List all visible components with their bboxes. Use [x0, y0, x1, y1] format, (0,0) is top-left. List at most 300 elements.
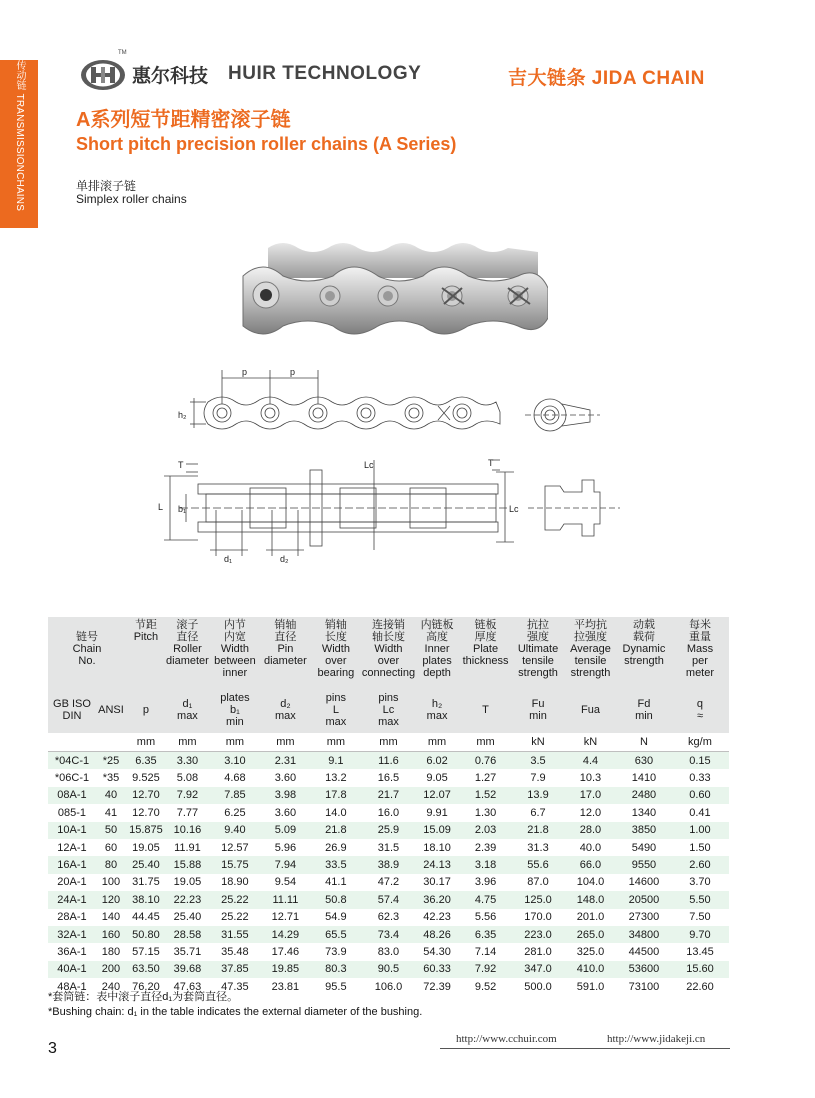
table-cell: 31.55	[209, 926, 261, 943]
table-row	[48, 804, 729, 821]
table-cell: 14.0	[310, 804, 362, 821]
table-cell: 0.60	[671, 787, 729, 804]
table-cell: 31.75	[126, 874, 166, 891]
table-cell: 47.63	[166, 978, 209, 995]
table-cell: 1.30	[459, 804, 512, 821]
table-cell: 9.91	[415, 804, 459, 821]
table-cell: 16.0	[362, 804, 415, 821]
table-cell: 40	[96, 787, 126, 804]
table-row	[48, 909, 729, 926]
table-cell: 73.9	[310, 943, 362, 960]
header-6-unit: mm	[362, 733, 415, 752]
table-cell: 18.10	[415, 839, 459, 856]
header-8-unit: mm	[459, 733, 512, 752]
table-cell: 6.02	[415, 752, 459, 770]
table-cell: 20A-1	[48, 874, 96, 891]
table-cell: 19.05	[126, 839, 166, 856]
table-cell: 76.20	[126, 978, 166, 995]
table-cell: 40.0	[564, 839, 617, 856]
header-en: Roller diameter	[166, 643, 209, 667]
header-5-names	[310, 617, 362, 687]
table-cell: 44500	[617, 943, 671, 960]
header-7-symbol: h₂ max	[415, 687, 459, 733]
header-cn: 节距	[134, 619, 157, 631]
table-cell: 19.05	[166, 874, 209, 891]
table-cell: 11.11	[261, 891, 310, 908]
header-11-names	[617, 617, 671, 687]
table-cell: 28.0	[564, 822, 617, 839]
table-cell: 5.96	[261, 839, 310, 856]
table-cell: 16.5	[362, 769, 415, 786]
table-cell: 1410	[617, 769, 671, 786]
table-cell: 9.52	[459, 978, 512, 995]
table-cell: 9550	[617, 856, 671, 873]
table-cell: 28A-1	[48, 909, 96, 926]
header-3-symbol: plates b₁ min	[209, 687, 261, 733]
header-9-unit: kN	[512, 733, 564, 752]
table-cell: 23.81	[261, 978, 310, 995]
table-cell: 35.48	[209, 943, 261, 960]
header-en: Width over connecting	[361, 643, 416, 679]
table-cell: 9.40	[209, 822, 261, 839]
table-cell: 80.3	[310, 961, 362, 978]
header-cn: 平均抗 拉强度	[573, 619, 607, 643]
header-2-symbol: d₁ max	[166, 687, 209, 733]
table-cell: 11.6	[362, 752, 415, 770]
page-title-en: Short pitch precision roller chains (A Series)	[76, 134, 457, 154]
table-cell: 125.0	[512, 891, 564, 908]
table-cell: 14.29	[261, 926, 310, 943]
label-h2: h₂	[178, 410, 187, 420]
table-cell: 347.0	[512, 961, 564, 978]
table-cell: 3.98	[261, 787, 310, 804]
table-row	[48, 769, 729, 786]
table-cell: 66.0	[564, 856, 617, 873]
table-cell: 55.6	[512, 856, 564, 873]
label-Lc-top: Lc	[364, 460, 374, 470]
table-cell: 50.8	[310, 891, 362, 908]
header-5-symbol: pins L max	[310, 687, 362, 733]
header-11-symbol: Fd min	[617, 687, 671, 733]
table-cell: 591.0	[564, 978, 617, 995]
table-row	[48, 787, 729, 804]
table-cell: 1340	[617, 804, 671, 821]
header-10-symbol: Fua	[564, 687, 617, 733]
note-en: *Bushing chain: d₁ in the table indicates the external diameter of the bushing.	[48, 1006, 423, 1018]
table-cell: 20500	[617, 891, 671, 908]
table-cell: 15.75	[209, 856, 261, 873]
table-cell: 32A-1	[48, 926, 96, 943]
table-cell: 24A-1	[48, 891, 96, 908]
table-cell: 5490	[617, 839, 671, 856]
table-cell: 12.07	[415, 787, 459, 804]
table-cell: 73100	[617, 978, 671, 995]
table-cell: 72.39	[415, 978, 459, 995]
header-en: Ultimate tensile strength	[517, 643, 559, 679]
table-cell: 500.0	[512, 978, 564, 995]
table-cell: 3850	[617, 822, 671, 839]
table-cell: 1.50	[671, 839, 729, 856]
table-cell: 27300	[617, 909, 671, 926]
table-cell: 3.60	[261, 804, 310, 821]
table-cell: 12A-1	[48, 839, 96, 856]
table-cell: 62.3	[362, 909, 415, 926]
table-cell: 19.85	[261, 961, 310, 978]
table-cell: 15.88	[166, 856, 209, 873]
table-cell: 9.525	[126, 769, 166, 786]
table-cell: 25.40	[126, 856, 166, 873]
table-cell: *35	[96, 769, 126, 786]
table-cell: 13.9	[512, 787, 564, 804]
table-cell: 38.10	[126, 891, 166, 908]
label-T-left: T	[178, 460, 184, 470]
table-cell: 9.1	[310, 752, 362, 770]
table-cell: 40A-1	[48, 961, 96, 978]
table-cell: 87.0	[512, 874, 564, 891]
label-p-2: p	[290, 367, 296, 377]
table-cell: 7.14	[459, 943, 512, 960]
table-row	[48, 943, 729, 960]
table-cell: 12.57	[209, 839, 261, 856]
table-cell: 47.35	[209, 978, 261, 995]
table-cell: 37.85	[209, 961, 261, 978]
table-cell: 140	[96, 909, 126, 926]
table-cell: 10.16	[166, 822, 209, 839]
table-cell: 17.46	[261, 943, 310, 960]
table-cell: 57.15	[126, 943, 166, 960]
table-cell: 60.33	[415, 961, 459, 978]
table-cell: 281.0	[512, 943, 564, 960]
table-cell: 7.9	[512, 769, 564, 786]
table-cell: 26.9	[310, 839, 362, 856]
jida-chain-brand: 吉大链条 JIDA CHAIN	[508, 68, 705, 89]
table-cell: 65.5	[310, 926, 362, 943]
table-cell: 50	[96, 822, 126, 839]
table-cell: 15.09	[415, 822, 459, 839]
header-en: Dynamic strength	[622, 643, 666, 667]
table-cell: 18.90	[209, 874, 261, 891]
table-row	[48, 822, 729, 839]
table-cell: 48A-1	[48, 978, 96, 995]
table-cell: 200	[96, 961, 126, 978]
table-cell: 7.94	[261, 856, 310, 873]
table-cell: 80	[96, 856, 126, 873]
table-cell: 5.56	[459, 909, 512, 926]
header-7-names	[415, 617, 459, 687]
table-cell: 3.30	[166, 752, 209, 770]
header-cn: 滚子 直径	[176, 619, 199, 643]
table-cell: 42.23	[415, 909, 459, 926]
table-cell: 50.80	[126, 926, 166, 943]
header-unit-blank	[48, 733, 126, 752]
table-cell: 410.0	[564, 961, 617, 978]
table-row	[48, 856, 729, 873]
table-cell: 17.8	[310, 787, 362, 804]
footer-url-cchuir[interactable]: http://www.cchuir.com	[456, 1033, 557, 1045]
header-6-symbol: pins Lc max	[362, 687, 415, 733]
header-en: Width over bearing	[317, 643, 355, 679]
header-en: Mass per meter	[685, 643, 715, 679]
table-cell: 57.4	[362, 891, 415, 908]
table-cell: 4.75	[459, 891, 512, 908]
table-row	[48, 752, 729, 770]
table-cell: 7.92	[166, 787, 209, 804]
header-4-unit: mm	[261, 733, 310, 752]
footer-url-jidakeji[interactable]: http://www.jidakeji.cn	[607, 1033, 706, 1045]
table-cell: 38.9	[362, 856, 415, 873]
header-1-symbol: p	[126, 687, 166, 733]
table-cell: 2.60	[671, 856, 729, 873]
table-cell: 22.23	[166, 891, 209, 908]
header-en: Plate thickness	[462, 643, 509, 667]
table-cell: 12.70	[126, 787, 166, 804]
table-cell: 7.92	[459, 961, 512, 978]
table-cell: 54.30	[415, 943, 459, 960]
table-cell: 54.9	[310, 909, 362, 926]
table-cell: 6.7	[512, 804, 564, 821]
header-en: Average tensile strength	[570, 643, 611, 679]
table-cell: *25	[96, 752, 126, 770]
table-cell: 90.5	[362, 961, 415, 978]
header-2-names	[166, 617, 209, 687]
chain-dimension-drawing	[150, 360, 710, 570]
table-cell: 106.0	[362, 978, 415, 995]
table-cell: 4.4	[564, 752, 617, 770]
table-cell: 104.0	[564, 874, 617, 891]
table-cell: 7.50	[671, 909, 729, 926]
header-12-symbol: q ≈	[671, 687, 729, 733]
header-2-unit: mm	[166, 733, 209, 752]
table-cell: 10A-1	[48, 822, 96, 839]
header-cn: 动载 载荷	[632, 619, 655, 643]
table-cell: 33.5	[310, 856, 362, 873]
table-cell: 34800	[617, 926, 671, 943]
table-cell: 9.05	[415, 769, 459, 786]
table-cell: 148.0	[564, 891, 617, 908]
table-cell: 12.70	[126, 804, 166, 821]
header-8-names	[459, 617, 512, 687]
header-7-unit: mm	[415, 733, 459, 752]
table-cell: 1.00	[671, 822, 729, 839]
table-cell: 1.27	[459, 769, 512, 786]
table-cell: 325.0	[564, 943, 617, 960]
header-gb-iso-din: GB ISO DIN	[48, 687, 96, 733]
header-en: Inner plates depth	[422, 643, 452, 679]
side-tab-label: 传动链 TRANSMISSIONCHAINS	[14, 60, 25, 212]
label-b1: b₁	[178, 504, 187, 514]
table-cell: 24.13	[415, 856, 459, 873]
label-d2: d₂	[280, 554, 289, 564]
table-cell: 7.85	[209, 787, 261, 804]
table-cell: 5.09	[261, 822, 310, 839]
header-1-unit: mm	[126, 733, 166, 752]
header-6-names	[362, 617, 415, 687]
table-cell: 73.4	[362, 926, 415, 943]
header-12-names	[671, 617, 729, 687]
table-cell: 2.39	[459, 839, 512, 856]
table-row	[48, 891, 729, 908]
table-cell: 120	[96, 891, 126, 908]
table-cell: 25.40	[166, 909, 209, 926]
header-cn: 销轴 长度	[324, 619, 347, 643]
subtitle-en: Simplex roller chains	[76, 192, 187, 206]
table-cell: 0.76	[459, 752, 512, 770]
header-3-unit: mm	[209, 733, 261, 752]
header-cn: 连接销 轴长度	[371, 619, 405, 643]
table-cell: 22.60	[671, 978, 729, 995]
table-cell: 60	[96, 839, 126, 856]
header-cn: 每米 重量	[688, 619, 711, 643]
header-en: Chain No.	[72, 643, 102, 667]
table-row	[48, 874, 729, 891]
table-cell: 13.45	[671, 943, 729, 960]
header-cn: 内节 内宽	[223, 619, 246, 643]
table-cell: 3.18	[459, 856, 512, 873]
header-10-names	[564, 617, 617, 687]
table-cell: 7.77	[166, 804, 209, 821]
table-cell: 160	[96, 926, 126, 943]
label-L: L	[158, 502, 164, 512]
table-cell: 95.5	[310, 978, 362, 995]
table-cell: 2480	[617, 787, 671, 804]
table-cell: 21.8	[512, 822, 564, 839]
header-en: Pitch	[133, 631, 159, 643]
table-cell: 223.0	[512, 926, 564, 943]
label-T-right: T	[488, 458, 494, 468]
table-cell: 36A-1	[48, 943, 96, 960]
header-ansi: ANSI	[96, 687, 126, 733]
header-5-unit: mm	[310, 733, 362, 752]
table-cell: 15.875	[126, 822, 166, 839]
table-cell: 31.3	[512, 839, 564, 856]
table-cell: 17.0	[564, 787, 617, 804]
label-d1: d₁	[224, 554, 233, 564]
table-cell: 25.9	[362, 822, 415, 839]
table-cell: 21.7	[362, 787, 415, 804]
table-cell: 0.41	[671, 804, 729, 821]
table-cell: 11.91	[166, 839, 209, 856]
note-cn: *套筒链：表中滚子直径d₁为套筒直径。	[48, 991, 239, 1003]
subtitle-cn: 单排滚子链	[76, 179, 137, 193]
table-cell: 12.71	[261, 909, 310, 926]
table-cell: 31.5	[362, 839, 415, 856]
table-cell: 63.50	[126, 961, 166, 978]
table-cell: 265.0	[564, 926, 617, 943]
table-cell: 25.22	[209, 909, 261, 926]
table-cell: 6.35	[126, 752, 166, 770]
table-cell: 6.25	[209, 804, 261, 821]
header-9-symbol: Fu min	[512, 687, 564, 733]
header-en: Width between inner	[214, 643, 256, 679]
table-cell: 28.58	[166, 926, 209, 943]
table-cell: 2.31	[261, 752, 310, 770]
header-10-unit: kN	[564, 733, 617, 752]
brand-name-cn: 惠尔科技	[132, 66, 209, 87]
table-cell: 201.0	[564, 909, 617, 926]
table-cell: 16A-1	[48, 856, 96, 873]
table-cell: 15.60	[671, 961, 729, 978]
table-cell: 10.3	[564, 769, 617, 786]
header-1-names	[126, 617, 166, 687]
header-4-symbol: d₂ max	[261, 687, 310, 733]
table-cell: 3.10	[209, 752, 261, 770]
page-number: 3	[48, 1040, 57, 1057]
table-cell: 240	[96, 978, 126, 995]
header-9-names	[512, 617, 564, 687]
page-title-cn: A系列短节距精密滚子链	[76, 109, 291, 131]
table-cell: 39.68	[166, 961, 209, 978]
table-cell: 48.26	[415, 926, 459, 943]
trademark-mark: TM	[118, 50, 127, 56]
table-cell: 9.54	[261, 874, 310, 891]
table-cell: 12.0	[564, 804, 617, 821]
table-cell: 180	[96, 943, 126, 960]
table-cell: 1.52	[459, 787, 512, 804]
table-row	[48, 961, 729, 978]
header-cn: 链板 厚度	[474, 619, 497, 643]
table-cell: 6.35	[459, 926, 512, 943]
header-cn: 销轴 直径	[274, 619, 297, 643]
table-cell: *06C-1	[48, 769, 96, 786]
table-notes	[48, 990, 422, 1020]
table-cell: 53600	[617, 961, 671, 978]
table-cell: 085-1	[48, 804, 96, 821]
label-Lc-side: Lc	[509, 504, 519, 514]
header-en: Pin diameter	[264, 643, 307, 667]
table-row	[48, 926, 729, 943]
header-0-names	[48, 617, 126, 687]
table-cell: 0.15	[671, 752, 729, 770]
table-cell: 08A-1	[48, 787, 96, 804]
table-cell: 100	[96, 874, 126, 891]
table-cell: 3.60	[261, 769, 310, 786]
table-cell: 36.20	[415, 891, 459, 908]
header-cn: 链号	[75, 631, 98, 643]
table-cell: 14600	[617, 874, 671, 891]
huir-logo-icon	[78, 58, 128, 92]
table-cell: 83.0	[362, 943, 415, 960]
table-cell: 170.0	[512, 909, 564, 926]
table-cell: 13.2	[310, 769, 362, 786]
header-12-unit: kg/m	[671, 733, 729, 752]
header-3-names	[209, 617, 261, 687]
table-cell: 44.45	[126, 909, 166, 926]
table-cell: 630	[617, 752, 671, 770]
header-cn: 抗拉 强度	[527, 619, 550, 643]
table-cell: 25.22	[209, 891, 261, 908]
table-cell: 5.50	[671, 891, 729, 908]
table-cell: 4.68	[209, 769, 261, 786]
header-cn: 内链板 高度	[420, 619, 454, 643]
header-11-unit: N	[617, 733, 671, 752]
table-row	[48, 839, 729, 856]
label-p-1: p	[242, 367, 248, 377]
side-tab	[0, 60, 38, 228]
table-cell: *04C-1	[48, 752, 96, 770]
table-cell: 0.33	[671, 769, 729, 786]
table-cell: 30.17	[415, 874, 459, 891]
footer-divider	[440, 1048, 730, 1049]
table-cell: 41	[96, 804, 126, 821]
table-cell: 9.70	[671, 926, 729, 943]
chain-spec-table	[48, 617, 729, 995]
header-8-symbol: T	[459, 687, 512, 733]
roller-chain-photo	[238, 238, 548, 338]
table-cell: 3.96	[459, 874, 512, 891]
table-cell: 47.2	[362, 874, 415, 891]
table-cell: 3.70	[671, 874, 729, 891]
table-cell: 3.5	[512, 752, 564, 770]
